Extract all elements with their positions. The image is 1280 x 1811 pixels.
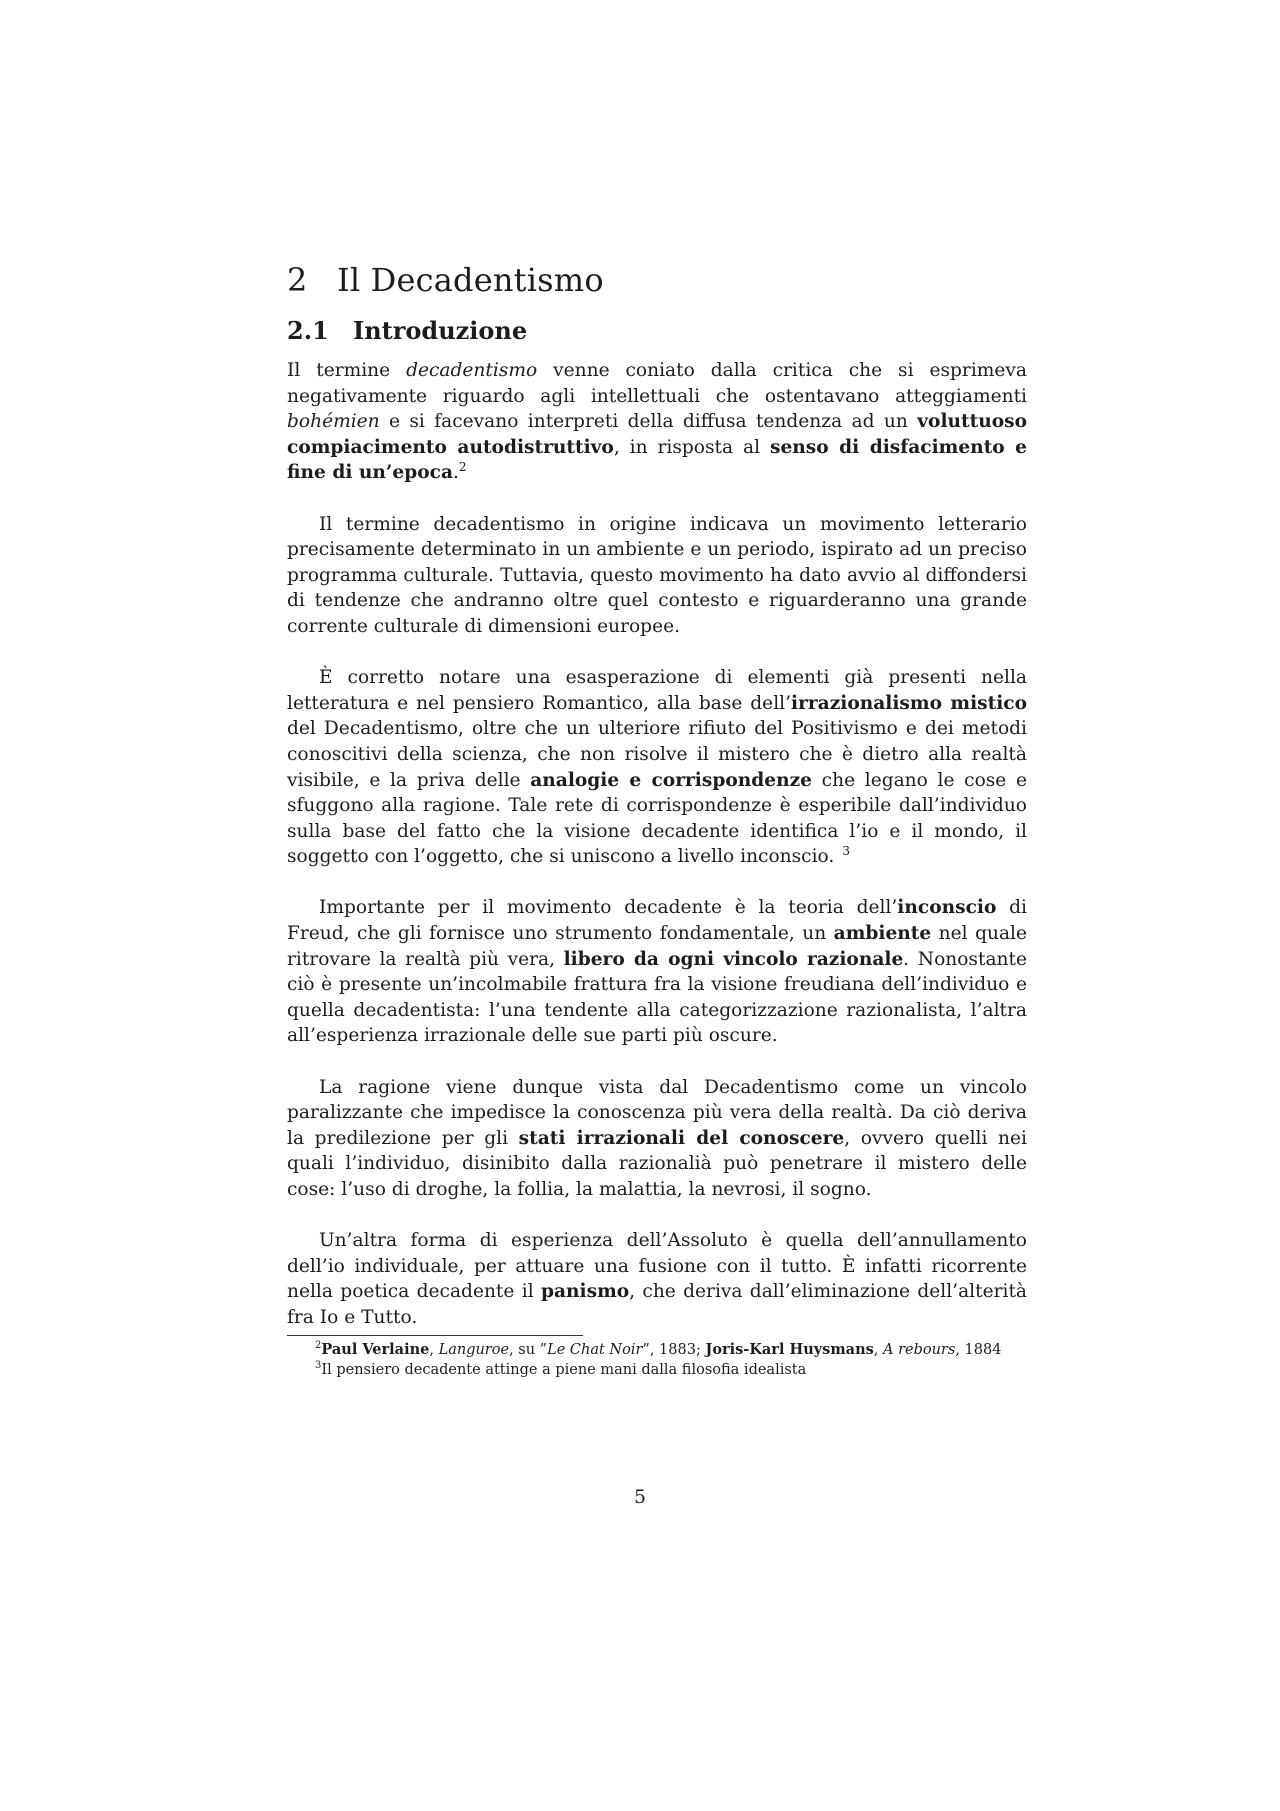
text-run: , ovvero quelli nei quali l’individuo, disinibito dalla razionalià può penetrare il mistero delle cose: l’uso di droghe, la follia, la malattia, la nevrosi, il sogno. bbox=[287, 1127, 1027, 1200]
text-run: La ragione viene dunque vista dal Decadentismo come un vincolo paralizzante che impedisce la conoscenza più vera della realtà. Da ciò deriva la predilezione per gli bbox=[287, 1076, 1027, 1149]
paragraph-3 bbox=[287, 665, 1027, 870]
bold-text: stati irrazionali del conoscere bbox=[518, 1127, 845, 1149]
subsection-heading bbox=[287, 314, 1027, 348]
text-run: , che deriva dall’eliminazione dell’alterità fra Io e Tutto. bbox=[287, 1281, 1027, 1328]
footnote-ref-3[interactable]: 3 bbox=[842, 844, 850, 859]
paragraph-6 bbox=[287, 1228, 1027, 1330]
text-run: , in risposta al bbox=[613, 436, 770, 458]
text-run: , bbox=[873, 1341, 884, 1358]
text-run: di Freud, che gli fornisce uno strumento fondamentale, un bbox=[287, 897, 1027, 945]
bold-text: Paul Verlaine bbox=[321, 1340, 430, 1358]
section-title: Il Decadentismo bbox=[337, 261, 604, 299]
text-run: venne coniato dalla critica che si esprimeva negativamente riguardo agli intellettuali che ostentavano atteggiamenti bbox=[287, 360, 1027, 407]
text-run: Il termine decadentismo in origine indicava un movimento letterario precisamente determinato in un ambiente e un periodo, ispirato ad un preciso programma culturale. Tuttavia, questo movimento ha dato avvio al diffondersi di tendenze che andranno oltre quel contesto e riguarderanno una grande corrente culturale di dimensioni europee. bbox=[287, 513, 1027, 637]
footnote-ref-2[interactable]: 2 bbox=[458, 460, 467, 475]
text-run: nel quale ritrovare la realtà più vera, bbox=[287, 923, 1027, 970]
text-run: del Decadentismo, oltre che un ulteriore rifiuto del Positivismo e dei metodi conoscitivi della scienza, che non risolve il mistero che è dietro alla realtà visibile, e la priva delle bbox=[287, 718, 1027, 791]
body-text bbox=[287, 358, 1027, 1331]
italic-text: A rebours bbox=[883, 1341, 956, 1358]
paragraph-5 bbox=[287, 1075, 1027, 1203]
italic-text: Le Chat Noir bbox=[547, 1341, 643, 1358]
section-number: 2 bbox=[287, 261, 308, 299]
italic-text: bohémien bbox=[287, 411, 380, 433]
bold-text: Joris-Karl Huysmans bbox=[705, 1340, 874, 1358]
bold-text: irrazionalismo mistico bbox=[791, 692, 1027, 714]
paragraph-2 bbox=[287, 512, 1027, 640]
section-heading bbox=[287, 258, 1027, 302]
text-run: che legano le cose e sfuggono alla ragione. Tale rete di corrispondenze è esperibile dall’individuo sulla base del fatto che la visione decadente identifica l’io e il mondo, il soggetto con l’oggetto, che si uniscono a livello inconscio. bbox=[287, 769, 1027, 868]
text-run: Il pensiero decadente attinge a piene mani dalla filosofia idealista bbox=[321, 1361, 807, 1378]
text-run: Il termine bbox=[287, 360, 407, 381]
bold-text: voluttuoso compiacimento autodistruttivo bbox=[287, 411, 1027, 458]
footnote-mark: 2 bbox=[315, 1339, 322, 1351]
text-run: , 1884 bbox=[955, 1341, 1002, 1358]
paragraph-4 bbox=[287, 895, 1027, 1049]
bold-text: libero da ogni vincolo razionale bbox=[563, 948, 904, 970]
subsection-title: Introduzione bbox=[353, 316, 528, 345]
text-run: . Nonostante ciò è presente un’incolmabile frattura fra la visione freudiana dell’individuo e quella decadentista: l’una tendente alla categorizzazione razionalista, l’altra all’esperienza irrazionale delle sue parti più oscure. bbox=[287, 948, 1027, 1047]
footnote-3 bbox=[287, 1360, 1027, 1380]
bold-text: ambiente bbox=[833, 923, 932, 945]
footnote-divider bbox=[287, 1335, 583, 1336]
text-run: . bbox=[453, 462, 459, 484]
text-run: È corretto notare una esasperazione di elementi già presenti nella letteratura e nel pensiero Romantico, alla base dell’ bbox=[287, 667, 1027, 714]
paragraph-1 bbox=[287, 358, 1027, 486]
bold-text: senso di disfacimento e fine di un’epoca bbox=[287, 436, 1027, 484]
text-run: , bbox=[429, 1341, 439, 1358]
subsection-number: 2.1 bbox=[287, 316, 329, 345]
page-content bbox=[287, 258, 1027, 1380]
bold-text: inconscio bbox=[897, 897, 997, 919]
footnote-mark: 3 bbox=[315, 1359, 322, 1371]
italic-text: Languroe bbox=[438, 1341, 510, 1358]
text-run: e si facevano interpreti della diffusa tendenza ad un bbox=[379, 411, 918, 433]
bold-text: analogie e corrispondenze bbox=[530, 769, 812, 791]
text-run: , su ” bbox=[509, 1341, 548, 1358]
page-number: 5 bbox=[634, 1487, 646, 1508]
italic-text: decadentismo bbox=[406, 360, 538, 381]
text-run: Un’altra forma di esperienza dell’Assoluto è quella dell’annullamento dell’io individuale, per attuare una fusione con il tutto. È infatti ricorrente nella poetica decadente il bbox=[287, 1230, 1027, 1303]
text-run: ”, 1883; bbox=[642, 1341, 706, 1358]
footnote-2 bbox=[287, 1340, 1027, 1360]
text-run: Importante per il movimento decadente è la teoria dell’ bbox=[319, 897, 898, 919]
footnotes bbox=[287, 1340, 1027, 1380]
bold-text: panismo bbox=[540, 1281, 630, 1303]
